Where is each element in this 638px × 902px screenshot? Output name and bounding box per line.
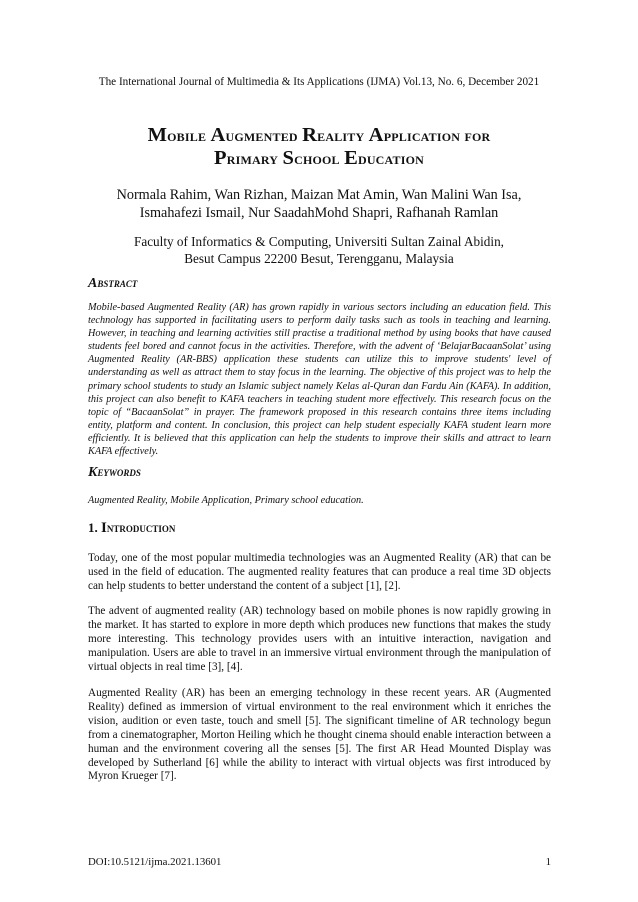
page-number: 1 bbox=[545, 856, 551, 868]
affiliation bbox=[60, 233, 578, 267]
affiliation-line-1: Faculty of Informatics & Computing, Universiti Sultan Zainal Abidin, bbox=[134, 234, 504, 249]
author-line-1: Normala Rahim, Wan Rizhan, Maizan Mat Amin, Wan Malini Wan Isa, bbox=[116, 187, 522, 203]
intro-paragraph-2: The advent of augmented reality (AR) technology based on mobile phones is now rapidly growing in the market. It has started to explore in more depth which produces new functions that makes the study more interesting. This technology provides users with an intuitive interaction, navigation and manipulation. Users are able to travel in an immersive virtual environment through the manipulation of virtual objects in real time [3], [4]. bbox=[88, 605, 551, 673]
keywords-text: Augmented Reality, Mobile Application, Primary school education. bbox=[88, 495, 364, 506]
paper-title bbox=[60, 124, 578, 170]
title-line-2: Primary School Education bbox=[213, 147, 425, 169]
running-head: The International Journal of Multimedia & Its Applications (IJMA) Vol.13, No. 6, December 2021 bbox=[98, 76, 540, 88]
author-line-2: Ismahafezi Ismail, Nur SaadahMohd Shapri, Rafhanah Ramlan bbox=[139, 205, 499, 221]
affiliation-line-2: Besut Campus 22200 Besut, Terengganu, Malaysia bbox=[184, 251, 454, 266]
keywords-heading: Keywords bbox=[88, 465, 141, 480]
abstract-text: Mobile-based Augmented Reality (AR) has grown rapidly in various sectors including an education field. This technology has supported in facilitating users to perform daily tasks such as tools in teaching and learning. However, in teaching and learning activities still practise a traditional method by using books that have caused students feel bored and cannot focus in the activities. Therefore, with the advent of ‘BelajarBacaanSolat’ using Augmented Reality (AR-BBS) application these students can utilize this to improve students' level of understanding as well as attract them to stay focus in the learning. The objective of this project was to help the primary school students to study an Islamic subject namely Kelas al-Quran dan Fardu Ain (KAFA). In addition, this project can also benefit to KAFA teachers in teaching student more effectively. This research focus on the topic of “BacaanSolat” in prayer. The framework proposed in this research contains three items including entity, platform and content. In conclusion, this project can help student especially KAFA student learn more efficiently. It is believed that this application can help the students to improve their skills and attract to learn KAFA effectively. bbox=[88, 302, 551, 458]
title-line-1: Mobile Augmented Reality Application for bbox=[147, 124, 491, 146]
doi-link[interactable]: DOI:10.5121/ijma.2021.13601 bbox=[88, 856, 222, 868]
intro-paragraph-3: Augmented Reality (AR) has been an emerging technology in these recent years. AR (Augmented Reality) defined as immersion of virtual environment to the real environment which it enriches the vision, audition or even taste, touch and smell [5]. The significant timeline of AR technology begun from a cinematographer, Morton Heiling which he thought cinema should enable interaction between a human and the environment covering all the senses [5]. The first AR Head Mounted Display was developed by Sutherland [6] while the ability to interact with virtual objects was first introduced by Myron Krueger [7]. bbox=[88, 687, 551, 783]
abstract-heading: Abstract bbox=[88, 276, 138, 291]
intro-paragraph-1: Today, one of the most popular multimedia technologies was an Augmented Reality (AR) that can be used in the field of education. The augmented reality features that can produce a real time 3D objects can help students to better understand the content of a subject [1], [2]. bbox=[88, 552, 551, 592]
author-list bbox=[60, 186, 578, 222]
introduction-heading: 1. Introduction bbox=[88, 520, 176, 536]
